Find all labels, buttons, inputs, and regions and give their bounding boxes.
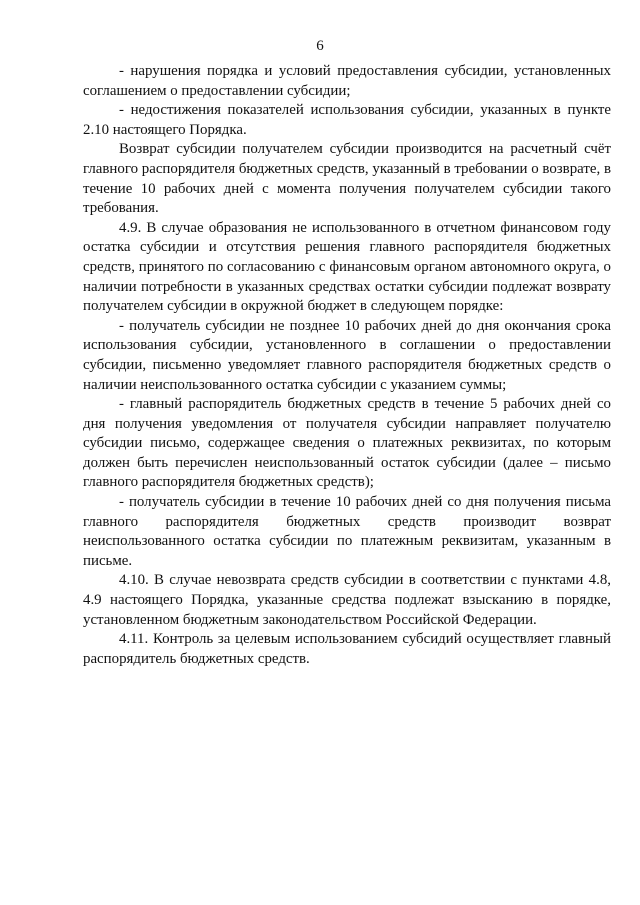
paragraph-indicators-not-achieved: - недостижения показателей использования субсидии, указанных в пункте 2.10 настоящего Порядка. xyxy=(83,102,611,138)
paragraph-recipient-return: - получатель субсидии в течение 10 рабочих дней со дня получения письма главного распорядителя бюджетных средств производит возврат неиспользованного остатка субсидии по платежным реквизитам, указанным в письме. xyxy=(83,494,611,569)
paragraph-violation-conditions: - нарушения порядка и условий предоставления субсидии, установленных соглашением о предоставлении субсидии; xyxy=(83,63,611,99)
paragraph-distributor-letter: - главный распорядитель бюджетных средств в течение 5 рабочих дней со дня получения уведомления от получателя субсидии направляет получателю субсидии письмо, содержащее сведения о платежных реквизитах, по которым должен быть перечислен неиспользованный остаток субсидии (далее – письмо главного распорядителя бюджетных средств); xyxy=(83,396,611,491)
paragraph-4-11-control: 4.11. Контроль за целевым использованием субсидий осуществляет главный распорядитель бюджетных средств. xyxy=(83,631,611,667)
paragraph-4-9-unused-balance: 4.9. В случае образования не использованного в отчетном финансовом году остатка субсидии и отсутствия решения главного распорядителя бюджетных средств, принятого по согласованию с финансовым органом автономного округа, о наличии потребности в указанных средствах остатки субсидии подлежат возврату получателем субсидии в окружной бюджет в следующем порядке: xyxy=(83,219,611,315)
page-number: 6 xyxy=(316,38,324,54)
document-body xyxy=(83,62,611,669)
paragraph-4-10-recovery: 4.10. В случае невозврата средств субсидии в соответствии с пунктами 4.8, 4.9 настоящего Порядка, указанные средства подлежат взысканию в порядке, установленном бюджетным законодательством Российской Федерации. xyxy=(83,572,611,628)
paragraph-recipient-notification: - получатель субсидии не позднее 10 рабочих дней до дня окончания срока использования субсидии, установленного в соглашении о предоставлении субсидии, письменно уведомляет главного распорядителя бюджетных средств о наличии неиспользованного остатка субсидии с указанием суммы; xyxy=(83,317,611,393)
paragraph-refund-procedure: Возврат субсидии получателем субсидии производится на расчетный счёт главного распорядителя бюджетных средств, указанный в требовании о возврате, в течение 10 рабочих дней с момента получения получателем субсидии такого требования. xyxy=(83,141,611,217)
